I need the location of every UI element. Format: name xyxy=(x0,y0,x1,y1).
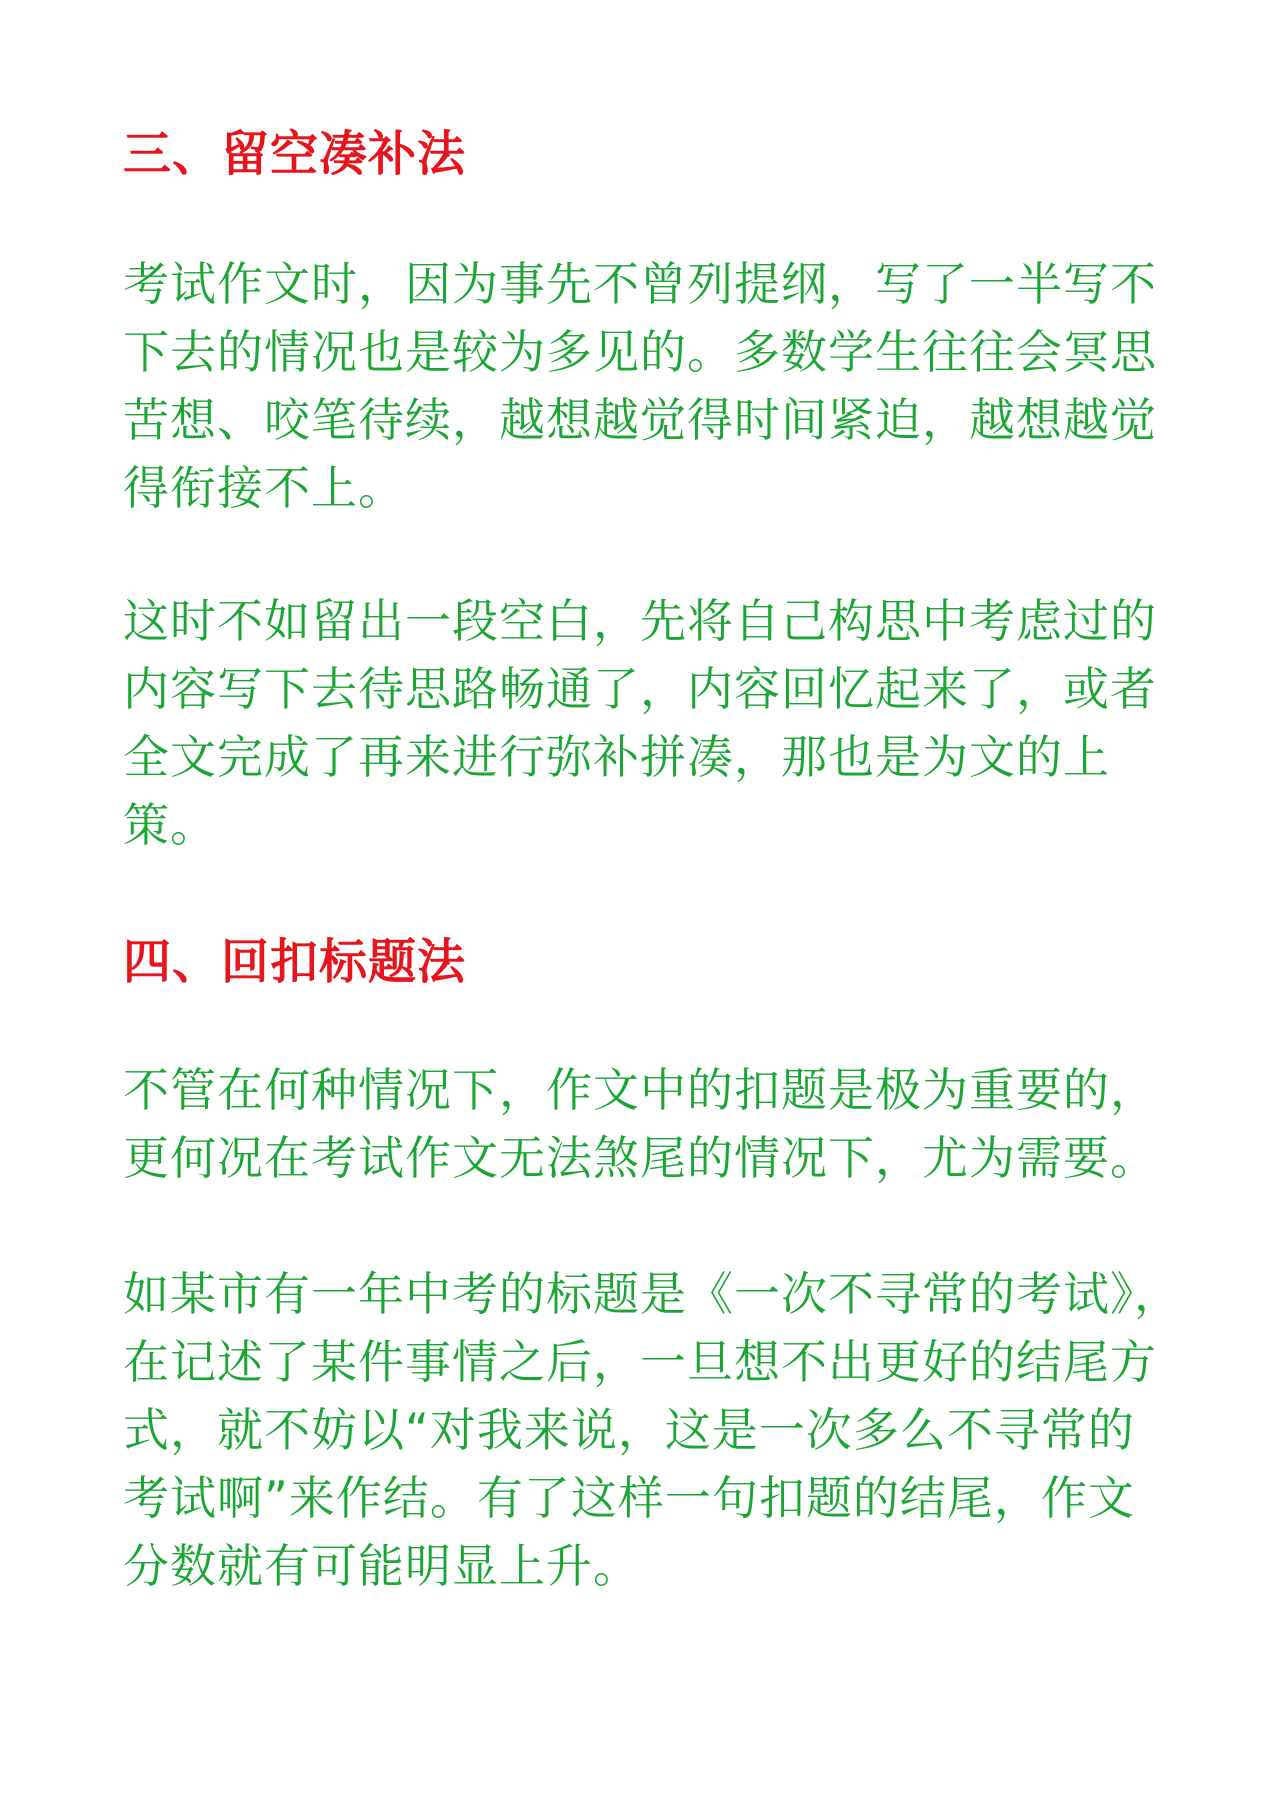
text-line: 考试作文时，因为事先不曾列提纲，写了一半写不 xyxy=(123,257,1157,311)
section-4-paragraph-2 xyxy=(123,1260,1181,1600)
text-line: 更何况在考试作文无法煞尾的情况下，尤为需要。 xyxy=(123,1131,1157,1185)
paragraph xyxy=(123,1260,1181,1600)
paragraph xyxy=(123,250,1163,522)
section-3-paragraph-2 xyxy=(123,587,1163,859)
text-line: 分数就有可能明显上升。 xyxy=(123,1539,640,1593)
section-heading-4 xyxy=(123,932,1163,992)
text-line: 考试啊”来作结。有了这样一句扣题的结尾，作文 xyxy=(123,1471,1135,1525)
text-line: 下去的情况也是较为多见的。多数学生往往会冥思 xyxy=(123,325,1157,379)
section-title: 三、留空凑补法 xyxy=(123,126,467,182)
text-line: 式，就不妨以“对我来说，这是一次多么不寻常的 xyxy=(123,1403,1135,1457)
text-line: 内容写下去待思路畅通了，内容回忆起来了，或者 xyxy=(123,662,1157,716)
text-line: 苦想、咬笔待续，越想越觉得时间紧迫，越想越觉 xyxy=(123,393,1157,447)
text-line: 在记述了某件事情之后，一旦想不出更好的结尾方 xyxy=(123,1335,1157,1389)
text-line: 全文完成了再来进行弥补拼凑，那也是为文的上 xyxy=(123,730,1110,784)
section-title: 四、回扣标题法 xyxy=(123,934,467,990)
text-line: 策。 xyxy=(123,798,217,852)
text-line: 得衔接不上。 xyxy=(123,461,405,515)
text-line: 这时不如留出一段空白，先将自己构思中考虑过的 xyxy=(123,594,1157,648)
paragraph xyxy=(123,587,1163,859)
text-line: 不管在何种情况下，作文中的扣题是极为重要的， xyxy=(123,1063,1157,1117)
section-heading-3 xyxy=(123,124,1163,184)
section-3-paragraph-1 xyxy=(123,250,1163,522)
text-line: 如某市有一年中考的标题是《一次不寻常的考试》， xyxy=(123,1267,1181,1321)
paragraph xyxy=(123,1056,1163,1192)
section-4-paragraph-1 xyxy=(123,1056,1163,1192)
